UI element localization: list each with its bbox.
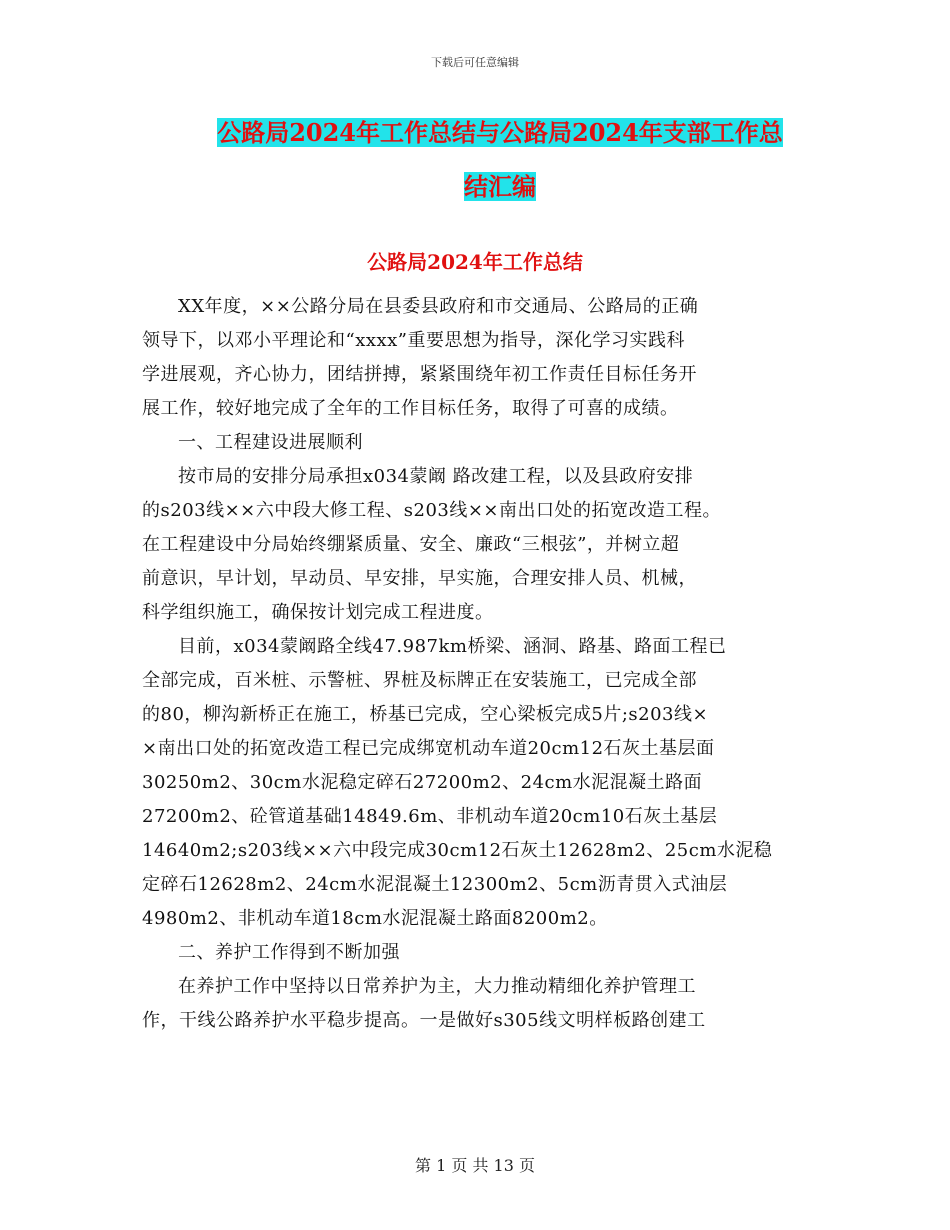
paragraph-progress [142, 630, 822, 936]
section-title: 公路局2024年工作总结 [367, 250, 583, 274]
text-line: 前意识，早计划，早动员、早安排，早实施，合理安排人员、机械， [142, 568, 697, 589]
text-line: ×南出口处的拓宽改造工程已完成绑宽机动车道20cm12石灰土基层面 [142, 738, 715, 759]
text-line: 展工作，较好地完成了全年的工作目标任务，取得了可喜的成绩。 [142, 398, 679, 419]
document-body [142, 290, 822, 1038]
page-number: 第 1 页 共 13 页 [415, 1156, 535, 1175]
paragraph-intro [142, 290, 822, 426]
text-line: 作，干线公路养护水平稳步提高。一是做好s305线文明样板路创建工 [142, 1010, 706, 1031]
heading-engineering [142, 426, 822, 460]
text-line: 在养护工作中坚持以日常养护为主，大力推动精细化养护管理工 [178, 976, 696, 997]
text-line: 30250m2、30cm水泥稳定碎石27200m2、24cm水泥混凝土路面 [142, 772, 703, 793]
text-line: 学进展观，齐心协力，团结拼搏，紧紧围绕年初工作责任目标任务开 [142, 364, 697, 385]
text-line: 4980m2、非机动车道18cm水泥混凝土路面8200m2。 [142, 908, 608, 929]
header-note: 下载后可任意编辑 [431, 56, 519, 69]
text-line: 领导下，以邓小平理论和“xxxx”重要思想为指导，深化学习实践科 [142, 330, 686, 351]
paragraph-maintenance [142, 970, 822, 1038]
text-line: 14640m2;s203线××六中段完成30cm12石灰土12628m2、25cm水泥稳 [142, 840, 773, 861]
title-line-2: 结汇编 [464, 172, 536, 201]
text-line: 一、工程建设进展顺利 [178, 432, 363, 453]
title-line-1: 公路局2024年工作总结与公路局2024年支部工作总 [217, 118, 783, 147]
text-line: 科学组织施工，确保按计划完成工程进度。 [142, 602, 494, 623]
heading-maintenance [142, 936, 822, 970]
text-line: 的80，柳沟新桥正在施工，桥基已完成，空心梁板完成5片;s203线× [142, 704, 709, 725]
text-line: XX年度，××公路分局在县委县政府和市交通局、公路局的正确 [178, 296, 699, 317]
text-line: 全部完成，百米桩、示警桩、界桩及标牌正在安装施工，已完成全部 [142, 670, 697, 691]
text-line: 定碎石12628m2、24cm水泥混凝土12300m2、5cm沥青贯入式油层 [142, 874, 728, 895]
text-line: 按市局的安排分局承担x034蒙阚 路改建工程，以及县政府安排 [178, 466, 694, 487]
text-line: 的s203线××六中段大修工程、s203线××南出口处的拓宽改造工程。 [142, 500, 722, 521]
text-line: 二、养护工作得到不断加强 [178, 942, 400, 963]
text-line: 在工程建设中分局始终绷紧质量、安全、廉政“三根弦”，并树立超 [142, 534, 680, 555]
text-line: 27200m2、砼管道基础14849.6m、非机动车道20cm10石灰土基层 [142, 806, 718, 827]
document-title [140, 106, 860, 214]
text-line: 目前，x034蒙阚路全线47.987km桥梁、涵洞、路基、路面工程已 [178, 636, 727, 657]
paragraph-engineering [142, 460, 822, 630]
